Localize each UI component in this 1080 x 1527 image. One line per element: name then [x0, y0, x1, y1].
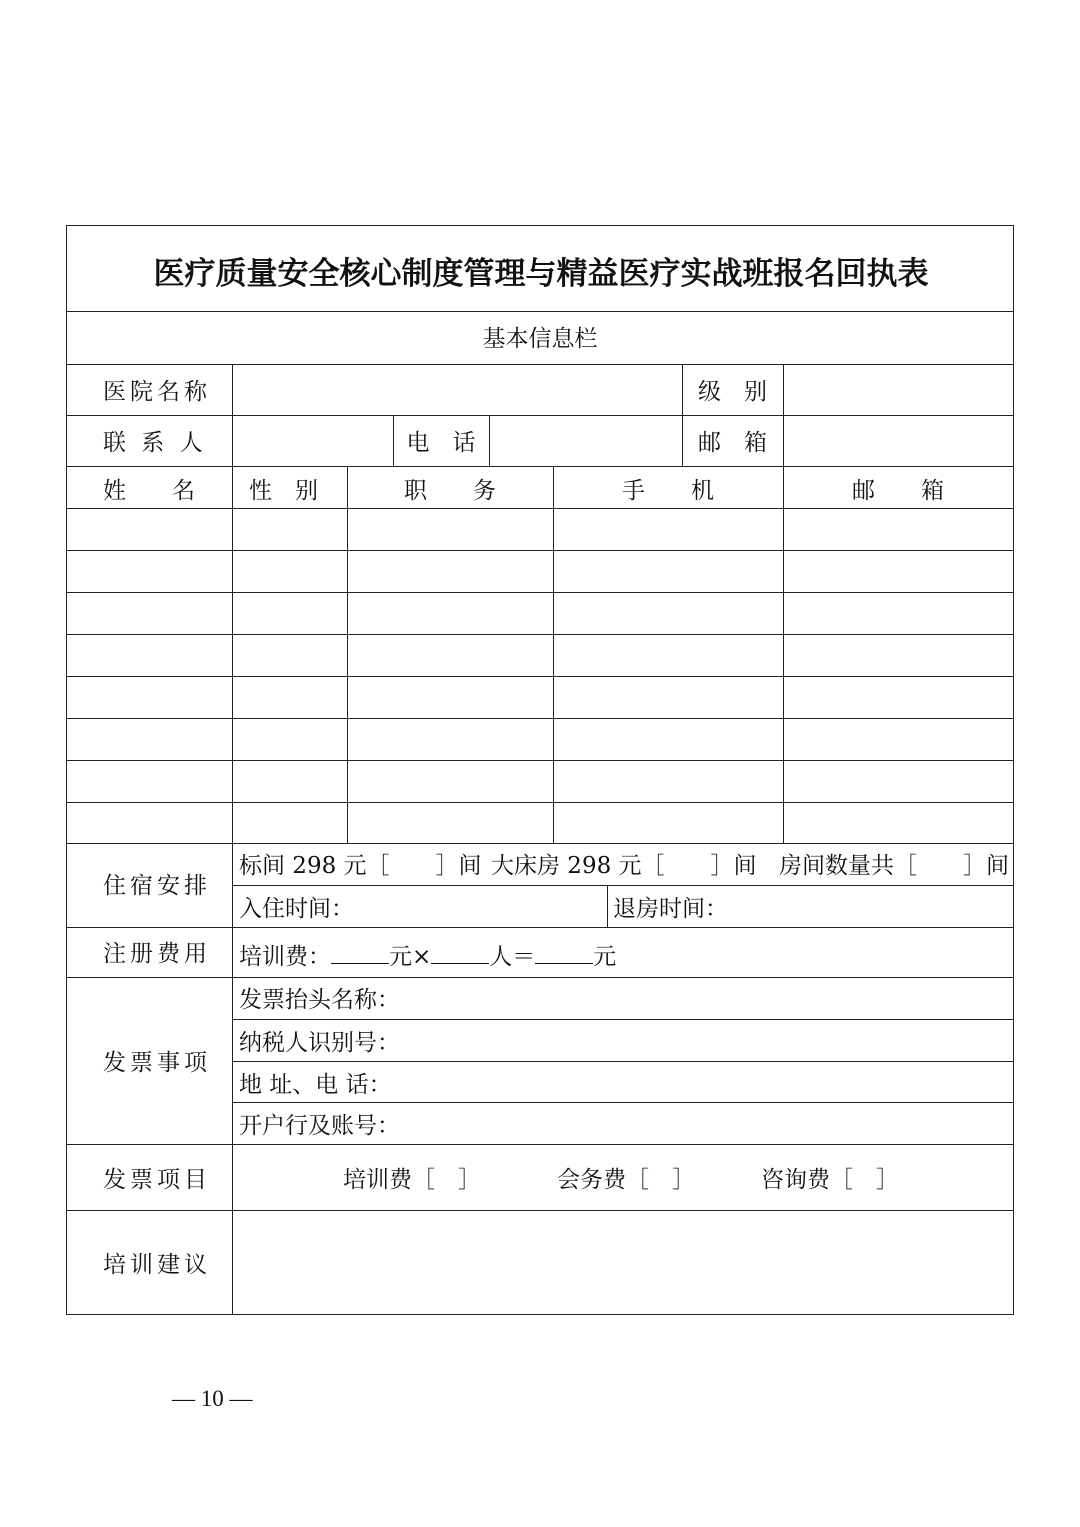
row-divider — [67, 364, 1013, 365]
row-divider — [67, 927, 1013, 928]
page-number: — 10 — — [172, 1386, 253, 1411]
bank-account-field: 开户行及账号： — [239, 1113, 400, 1139]
col-header-name: 姓 名 — [103, 478, 195, 504]
invoice-label: 发票事项 — [103, 1050, 211, 1076]
phone-label: 电 话 — [406, 430, 476, 456]
row-divider — [232, 1019, 1013, 1020]
invoice-title-field: 发票抬头名称： — [239, 987, 400, 1013]
row-divider — [67, 718, 1013, 719]
room-total-field: 房间数量共［ ］间 — [779, 853, 1009, 879]
form-title: 医疗质量安全核心制度管理与精益医疗实战班报名回执表 — [153, 256, 929, 292]
person-count-blank[interactable] — [431, 943, 489, 964]
invoice-items-label: 发票项目 — [103, 1167, 211, 1193]
col-divider — [232, 364, 233, 1314]
section-basic-info: 基本信息栏 — [482, 326, 598, 352]
row-divider — [67, 592, 1013, 593]
training-fee-prefix: 培训费： — [239, 944, 331, 970]
row-divider — [232, 1102, 1013, 1103]
checkin-label: 入住时间： — [239, 896, 354, 922]
registration-form-table — [66, 225, 1014, 1315]
standard-room-option: 标间 298 元［ ］间 — [239, 853, 482, 879]
row-divider — [67, 676, 1013, 677]
col-divider — [347, 466, 348, 843]
col-divider — [553, 466, 554, 843]
row-divider — [67, 977, 1013, 978]
col-divider — [607, 885, 608, 927]
col-divider — [783, 364, 784, 843]
col-header-email: 邮 箱 — [852, 478, 944, 504]
invoice-item-training: 培训费［ ］ — [343, 1167, 481, 1193]
row-divider — [67, 466, 1013, 467]
training-fee-formula — [239, 943, 616, 969]
tax-id-field: 纳税人识别号： — [239, 1030, 400, 1056]
row-divider — [67, 415, 1013, 416]
hospital-name-label: 医院名称 — [103, 379, 211, 405]
checkout-label: 退房时间： — [613, 896, 728, 922]
email-label: 邮 箱 — [698, 430, 767, 456]
total-amount-blank[interactable] — [535, 943, 593, 964]
king-room-option: 大床房 298 元［ ］间 — [491, 853, 757, 879]
unit-yuan: 元× — [389, 944, 432, 970]
row-divider — [67, 550, 1013, 551]
col-divider — [489, 415, 490, 466]
col-header-position: 职 务 — [404, 478, 496, 504]
row-divider — [67, 843, 1013, 844]
col-header-gender: 性 别 — [249, 478, 318, 504]
lodging-label: 住宿安排 — [103, 873, 211, 899]
suggestions-label: 培训建议 — [103, 1252, 211, 1278]
row-divider — [67, 802, 1013, 803]
row-divider — [67, 1210, 1013, 1211]
row-divider — [67, 634, 1013, 635]
col-header-mobile: 手 机 — [622, 478, 714, 504]
invoice-item-meeting: 会务费［ ］ — [557, 1167, 695, 1193]
unit-yuan-end: 元 — [593, 944, 617, 970]
contact-label: 联 系 人 — [103, 430, 207, 456]
row-divider — [67, 760, 1013, 761]
level-label: 级 别 — [698, 379, 767, 405]
row-divider — [67, 311, 1013, 312]
registration-label: 注册费用 — [103, 941, 211, 967]
row-divider — [232, 1061, 1013, 1062]
row-divider — [67, 508, 1013, 509]
address-phone-field: 地 址、电 话： — [239, 1072, 392, 1098]
row-divider — [232, 885, 1013, 886]
row-divider — [67, 1144, 1013, 1145]
invoice-item-consulting: 咨询费［ ］ — [761, 1167, 899, 1193]
fee-amount-blank[interactable] — [331, 943, 389, 964]
unit-person: 人＝ — [489, 944, 536, 970]
